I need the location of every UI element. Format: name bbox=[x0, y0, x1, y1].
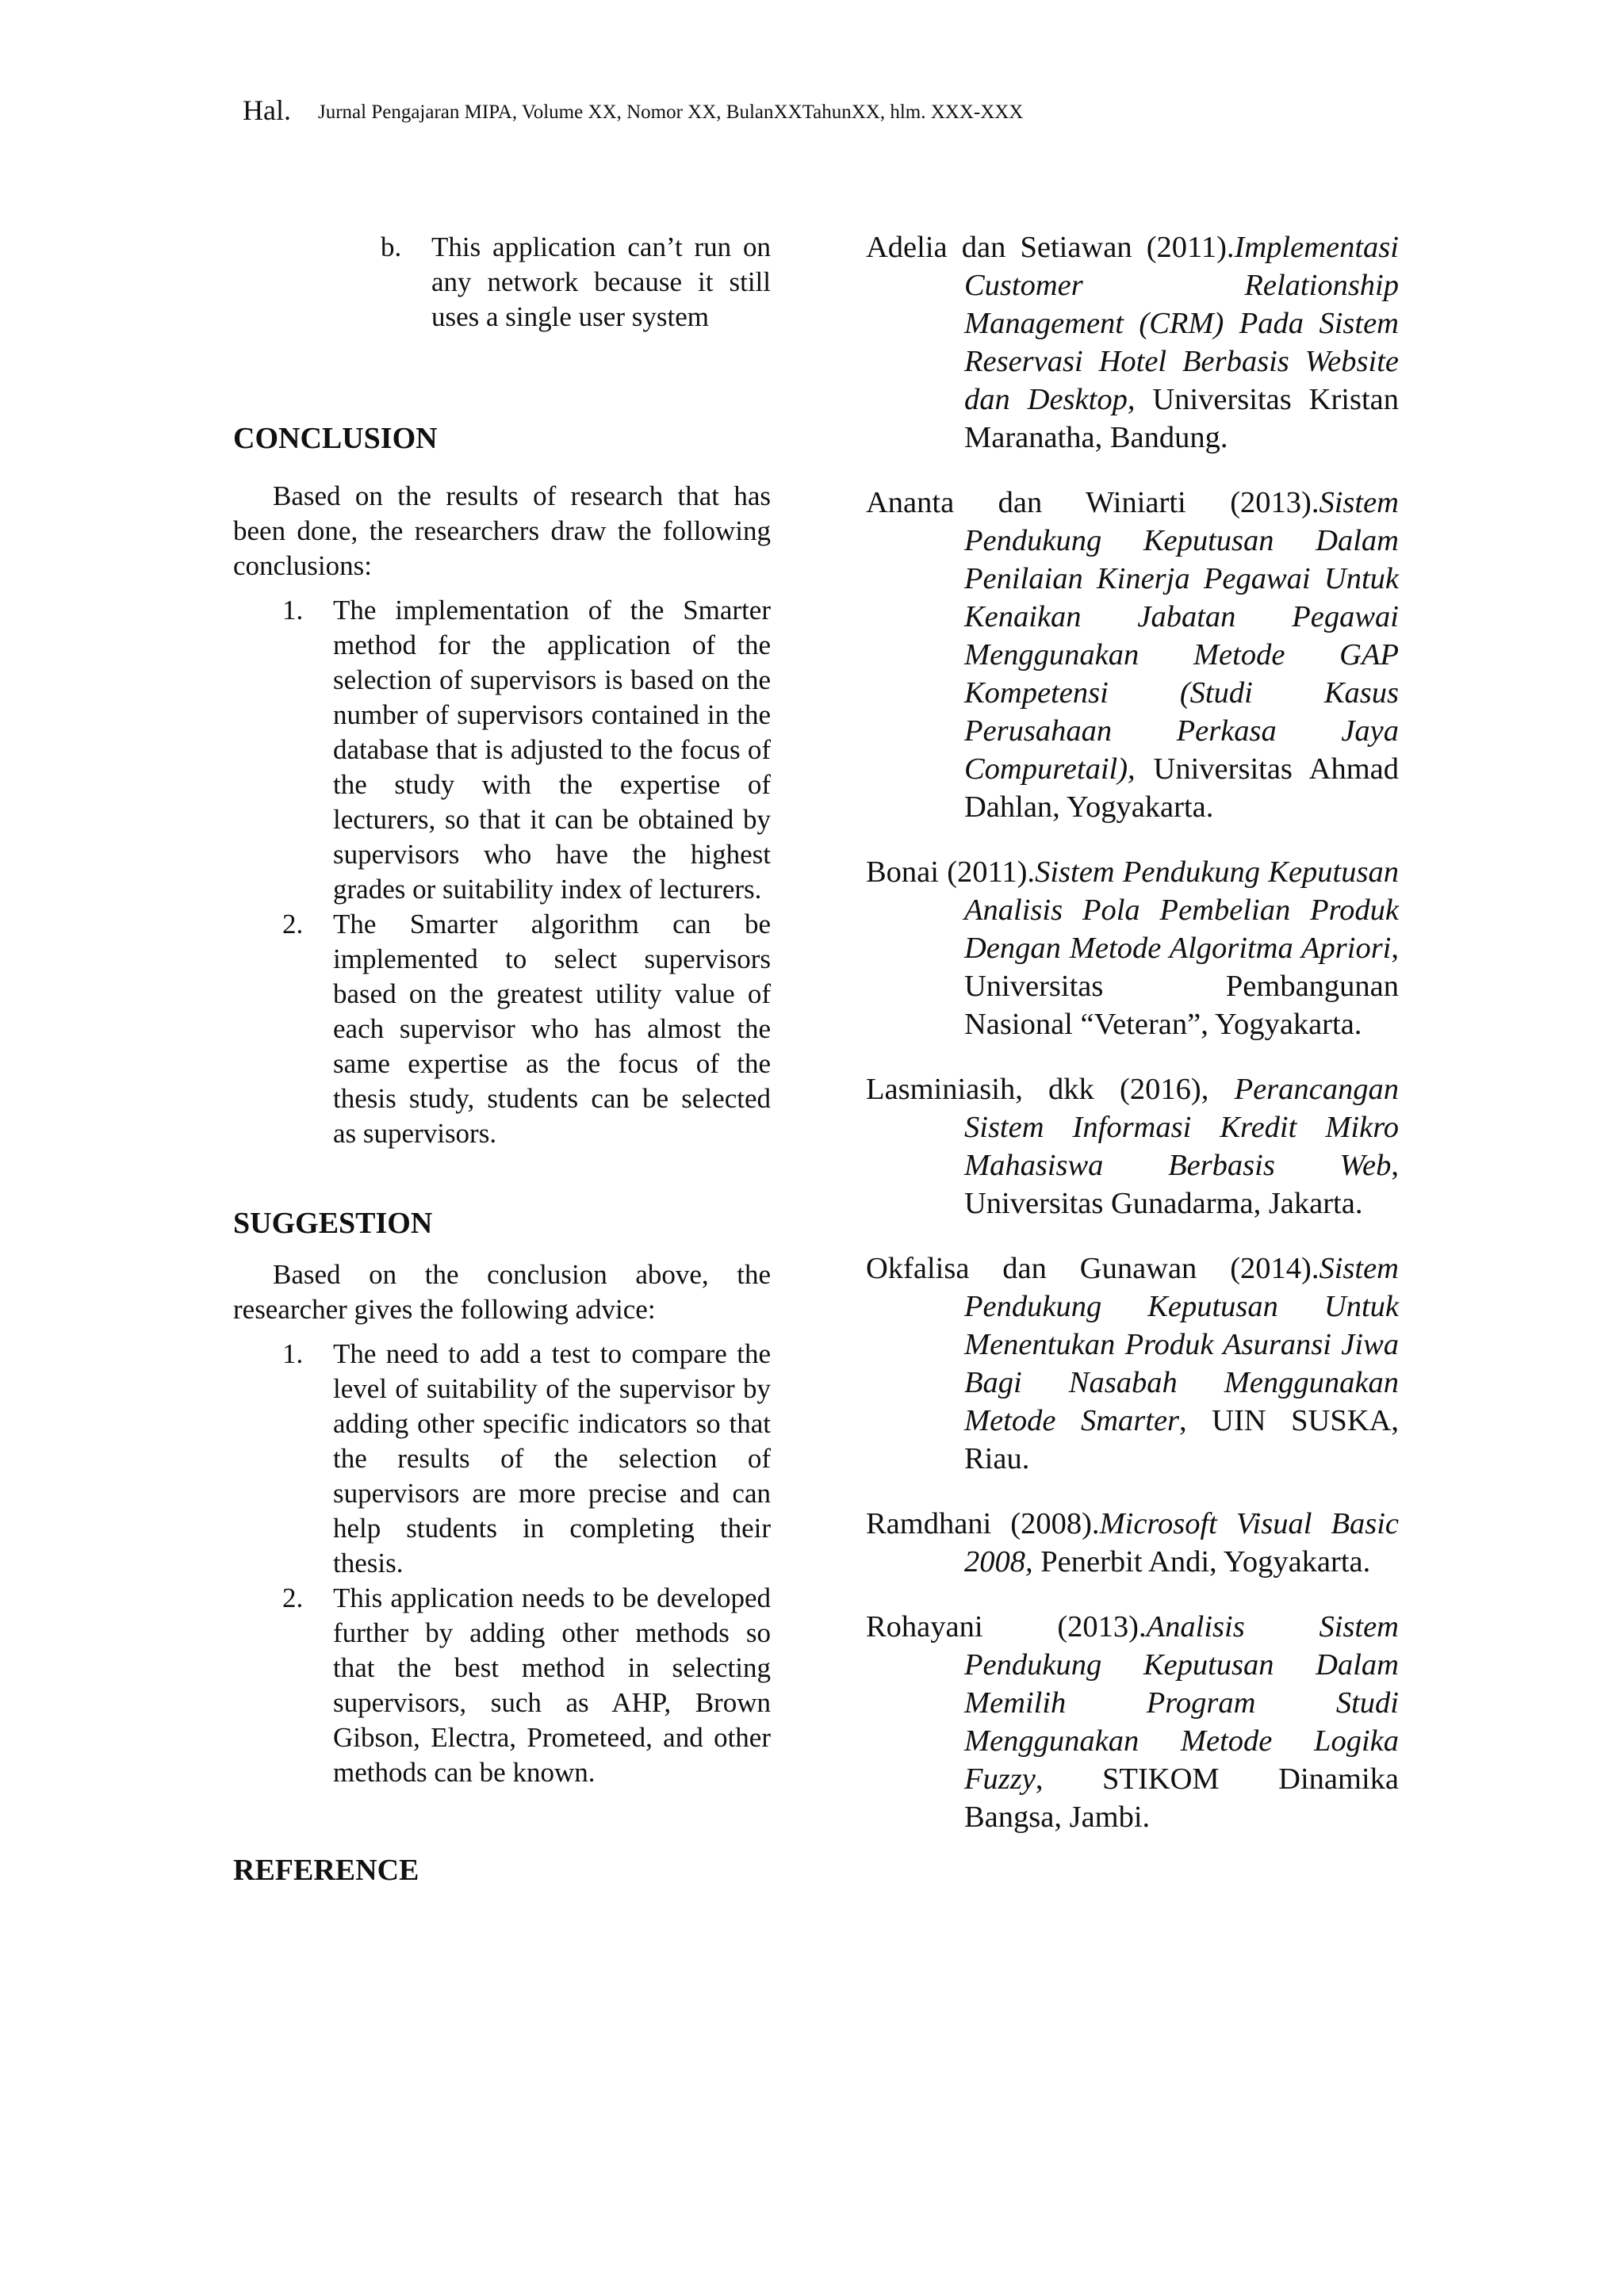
list-marker: b. bbox=[381, 232, 402, 262]
list-item bbox=[282, 593, 771, 907]
list-item-text: The need to add a test to compare the level of suitability of the supervisor by adding other specific indicators so that the results of the selection of supervisors are more precise and can help students in completing their thesis. bbox=[333, 1338, 771, 1578]
left-column bbox=[233, 230, 771, 1888]
list-item bbox=[282, 1581, 771, 1790]
list-item bbox=[282, 907, 771, 1151]
references-column bbox=[866, 228, 1399, 1863]
list-marker: 2. bbox=[282, 1582, 304, 1613]
reference-publisher: , Universitas Pembangunan Nasional “Veteran”, Yogyakarta. bbox=[964, 932, 1399, 1041]
reference-title: Sistem Pendukung Keputusan Untuk Menentukan Produk Asuransi Jiwa Bagi Nasabah Menggunakan Metode Smarter bbox=[964, 1252, 1399, 1437]
reference-heading: REFERENCE bbox=[233, 1854, 419, 1887]
page-label: Hal. bbox=[243, 94, 291, 126]
reference-entry bbox=[866, 484, 1399, 826]
reference-title: Sistem Pendukung Keputusan Analisis Pola Pembelian Produk Dengan Metode Algoritma Apriori bbox=[964, 855, 1399, 965]
reference-title: Analisis Sistem Pendukung Keputusan Dalam Memilih Program Studi Menggunakan Metode Logika Fuzzy bbox=[964, 1610, 1399, 1796]
list-item-text: The Smarter algorithm can be implemented to select supervisors based on the greatest utility value of each supervisor who has almost the same expertise as the focus of the thesis study, students can be selected as supervisors. bbox=[333, 909, 771, 1149]
list-marker: 2. bbox=[282, 909, 304, 939]
reference-entry bbox=[866, 1608, 1399, 1836]
running-header bbox=[243, 94, 1023, 127]
reference-publisher: Penerbit Andi, Yogyakarta. bbox=[1032, 1545, 1371, 1578]
reference-entry bbox=[866, 228, 1399, 457]
reference-title: Microsoft Visual Basic 2008, bbox=[964, 1507, 1400, 1578]
reference-publisher: Universitas Ahmad Dahlan, Yogyakarta. bbox=[964, 752, 1399, 824]
reference-title: Implementasi Customer Relationship Management (CRM) Pada Sistem Reservasi Hotel Berbasis Website dan Desktop, bbox=[964, 231, 1399, 416]
reference-publisher: Universitas Kristan Maranatha, Bandung. bbox=[964, 383, 1399, 454]
list-item bbox=[282, 1337, 771, 1581]
reference-authors: Lasminiasih, dkk (2016), bbox=[866, 1073, 1235, 1106]
conclusion-heading: CONCLUSION bbox=[233, 422, 438, 455]
reference-entry bbox=[866, 1070, 1399, 1223]
reference-publisher: , Universitas Gunadarma, Jakarta. bbox=[964, 1149, 1399, 1220]
suggestion-list bbox=[282, 1337, 771, 1790]
journal-citation: Jurnal Pengajaran MIPA, Volume XX, Nomor XX, BulanXXTahunXX, hlm. XXX-XXX bbox=[317, 101, 1024, 123]
list-item-text: This application needs to be developed further by adding other methods so that the best method in selecting supervisors, such as AHP, Brown Gibson, Electra, Prometeed, and other methods can be known. bbox=[333, 1582, 771, 1788]
suggestion-intro: Based on the conclusion above, the researcher gives the following advice: bbox=[233, 1259, 771, 1325]
conclusion-intro: Based on the results of research that has been done, the researchers draw the following conclusions: bbox=[233, 480, 771, 581]
list-marker: 1. bbox=[282, 1338, 304, 1369]
list-item bbox=[381, 230, 771, 335]
reference-title: Sistem Pendukung Keputusan Dalam Penilaian Kinerja Pegawai Untuk Kenaikan Jabatan Pegawai Menggunakan Metode GAP Kompetensi (Studi Kasus Perusahaan Perkasa Jaya Compuretail), bbox=[964, 486, 1399, 786]
reference-authors: Bonai (2011). bbox=[866, 855, 1036, 889]
reference-authors: Ramdhani (2008). bbox=[866, 1507, 1100, 1540]
limitations-list bbox=[381, 230, 771, 335]
list-item-text: This application can’t run on any network because it still uses a single user system bbox=[431, 232, 771, 332]
reference-title: Perancangan Sistem Informasi Kredit Mikro Mahasiswa Berbasis Web bbox=[964, 1073, 1399, 1182]
conclusion-list bbox=[282, 593, 771, 1151]
reference-publisher: , UIN SUSKA, Riau. bbox=[964, 1404, 1399, 1475]
reference-authors: Rohayani (2013). bbox=[866, 1610, 1147, 1644]
suggestion-heading: SUGGESTION bbox=[233, 1207, 433, 1240]
list-item-text: The implementation of the Smarter method for the application of the selection of supervisors is based on the number of supervisors contained in the database that is adjusted to the focus of the study with the expertise of lecturers, so that it can be obtained by supervisors who have the highest grades or suitability index of lecturers. bbox=[333, 595, 771, 905]
list-marker: 1. bbox=[282, 595, 304, 626]
reference-entry bbox=[866, 1249, 1399, 1478]
reference-entry bbox=[866, 1505, 1399, 1581]
reference-authors: Adelia dan Setiawan (2011). bbox=[866, 231, 1235, 264]
reference-authors: Okfalisa dan Gunawan (2014). bbox=[866, 1252, 1320, 1285]
reference-authors: Ananta dan Winiarti (2013). bbox=[866, 486, 1320, 519]
reference-entry bbox=[866, 853, 1399, 1043]
reference-publisher: , STIKOM Dinamika Bangsa, Jambi. bbox=[964, 1762, 1399, 1834]
